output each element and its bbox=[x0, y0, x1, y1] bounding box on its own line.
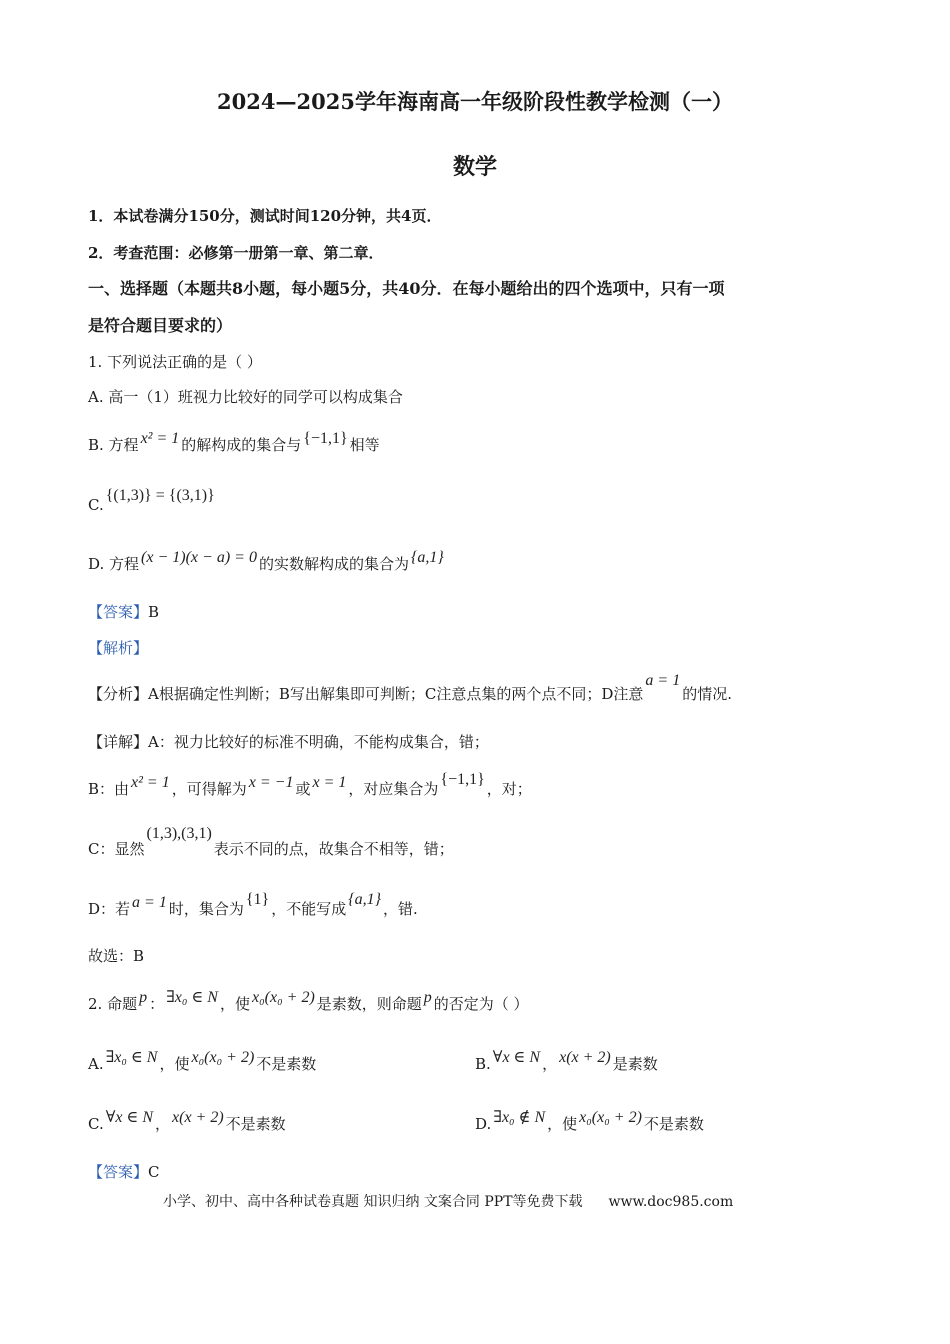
footer bbox=[163, 1191, 733, 1211]
exam-title: 2024—2025学年海南高一年级阶段性教学检测（一） bbox=[217, 89, 733, 114]
math-formula: {a,1} bbox=[410, 549, 444, 566]
q1-detail-d: D：若 a = 1 时，集合为{1}，不能写成{a,1}，错. bbox=[88, 891, 418, 918]
math-formula: p bbox=[423, 989, 432, 1006]
math-formula: x₀(x₀ + 2) bbox=[251, 989, 315, 1006]
math-formula: {(1,3)} = {(3,1)} bbox=[105, 487, 215, 504]
section-heading-line2: 是符合题目要求的） bbox=[88, 316, 233, 335]
note-1: 1．本试卷满分150分，测试时间120分钟，共4页． bbox=[88, 207, 442, 225]
footer-url[interactable]: www.doc985.com bbox=[608, 1194, 734, 1210]
q1-option-c: C.{(1,3)} = {(3,1)} bbox=[88, 487, 215, 514]
q2-stem: 2. 命题 p ： ∃x₀ ∈ N ，使 x₀(x₀ + 2) 是素数，则命题 p 的否定为（ ） bbox=[88, 989, 529, 1013]
math-formula: a = 1 bbox=[645, 672, 681, 689]
section-heading-line1: 一、选择题（本题共8小题，每小题5分，共40分．在每小题给出的四个选项中，只有一项 bbox=[88, 279, 725, 298]
q1-stem: 1. 下列说法正确的是（ ） bbox=[88, 353, 262, 371]
q1-detail-c: C：显然(1,3),(3,1)表示不同的点，故集合不相等，错； bbox=[88, 825, 454, 858]
q2-option-a: A. ∃x₀ ∈ N ，使 x₀(x₀ + 2) 不是素数 bbox=[88, 1049, 317, 1073]
q1-detail-b: B：由 x² = 1 ，可得解为 x = −1 或 x = 1 ，对应集合为{−1,1}，对； bbox=[88, 771, 532, 798]
q2-answer: 【答案】C bbox=[88, 1163, 160, 1181]
math-formula: x = −1 bbox=[248, 774, 294, 791]
math-formula: (1,3),(3,1) bbox=[146, 825, 212, 842]
math-formula: {−1,1} bbox=[440, 771, 485, 788]
math-formula: x₀(x₀ + 2) bbox=[579, 1109, 642, 1126]
q1-fenxi: 【分析】A根据确定性判断；B写出解集即可判断；C注意点集的两个点不同；D注意a = 1的情况. bbox=[88, 672, 732, 703]
math-formula: x² = 1 bbox=[131, 774, 170, 791]
math-formula: p bbox=[139, 989, 148, 1006]
math-formula: ∀x ∈ N bbox=[105, 1109, 153, 1126]
q1-choose: 故选：B bbox=[88, 947, 145, 965]
q1-answer: 【答案】B bbox=[88, 603, 160, 621]
q1-option-b: B. 方程 x² = 1 的解构成的集合与 {−1,1} 相等 bbox=[88, 430, 380, 454]
math-formula: (x − 1)(x − a) = 0 bbox=[141, 549, 257, 566]
q2-option-b: B. ∀x ∈ N ， x(x + 2) 是素数 bbox=[475, 1049, 658, 1073]
math-formula: x(x + 2) bbox=[559, 1049, 611, 1066]
q2-option-d: D. ∃x₀ ∉ N ，使 x₀(x₀ + 2) 不是素数 bbox=[475, 1109, 704, 1133]
footer-text: 小学、初中、高中各种试卷真题 知识归纳 文案合同 PPT等免费下载 bbox=[163, 1194, 583, 1210]
math-formula: ∃x₀ ∉ N bbox=[493, 1109, 546, 1126]
q1-analysis-tag: 【解析】 bbox=[88, 639, 149, 657]
q2-option-c: C. ∀x ∈ N ， x(x + 2) 不是素数 bbox=[88, 1109, 286, 1133]
math-formula: a = 1 bbox=[132, 894, 167, 911]
q1-option-d: D. 方程 (x − 1)(x − a) = 0 的实数解构成的集合为 {a,1} bbox=[88, 549, 444, 573]
math-formula: x² = 1 bbox=[140, 430, 180, 447]
math-formula: x = 1 bbox=[312, 774, 347, 791]
subject-title: 数学 bbox=[452, 154, 497, 180]
note-2: 2．考查范围：必修第一册第一章、第二章． bbox=[88, 244, 384, 262]
math-formula: ∃x₀ ∈ N bbox=[105, 1049, 158, 1066]
answer-tag: 【答案】 bbox=[88, 603, 149, 621]
math-formula: x(x + 2) bbox=[172, 1109, 224, 1126]
math-formula: {−1,1} bbox=[303, 430, 348, 447]
q1-detail-a: 【详解】A：视力比较好的标准不明确，不能构成集合，错； bbox=[88, 733, 489, 751]
math-formula: {a,1} bbox=[348, 891, 382, 908]
math-formula: ∀x ∈ N bbox=[492, 1049, 541, 1066]
math-formula: x₀(x₀ + 2) bbox=[191, 1049, 255, 1066]
answer-tag: 【答案】 bbox=[88, 1163, 149, 1181]
math-formula: ∃x₀ ∈ N bbox=[166, 989, 218, 1006]
q1-option-a: A. 高一（1）班视力比较好的同学可以构成集合 bbox=[88, 388, 403, 406]
math-formula: {1} bbox=[245, 891, 270, 908]
